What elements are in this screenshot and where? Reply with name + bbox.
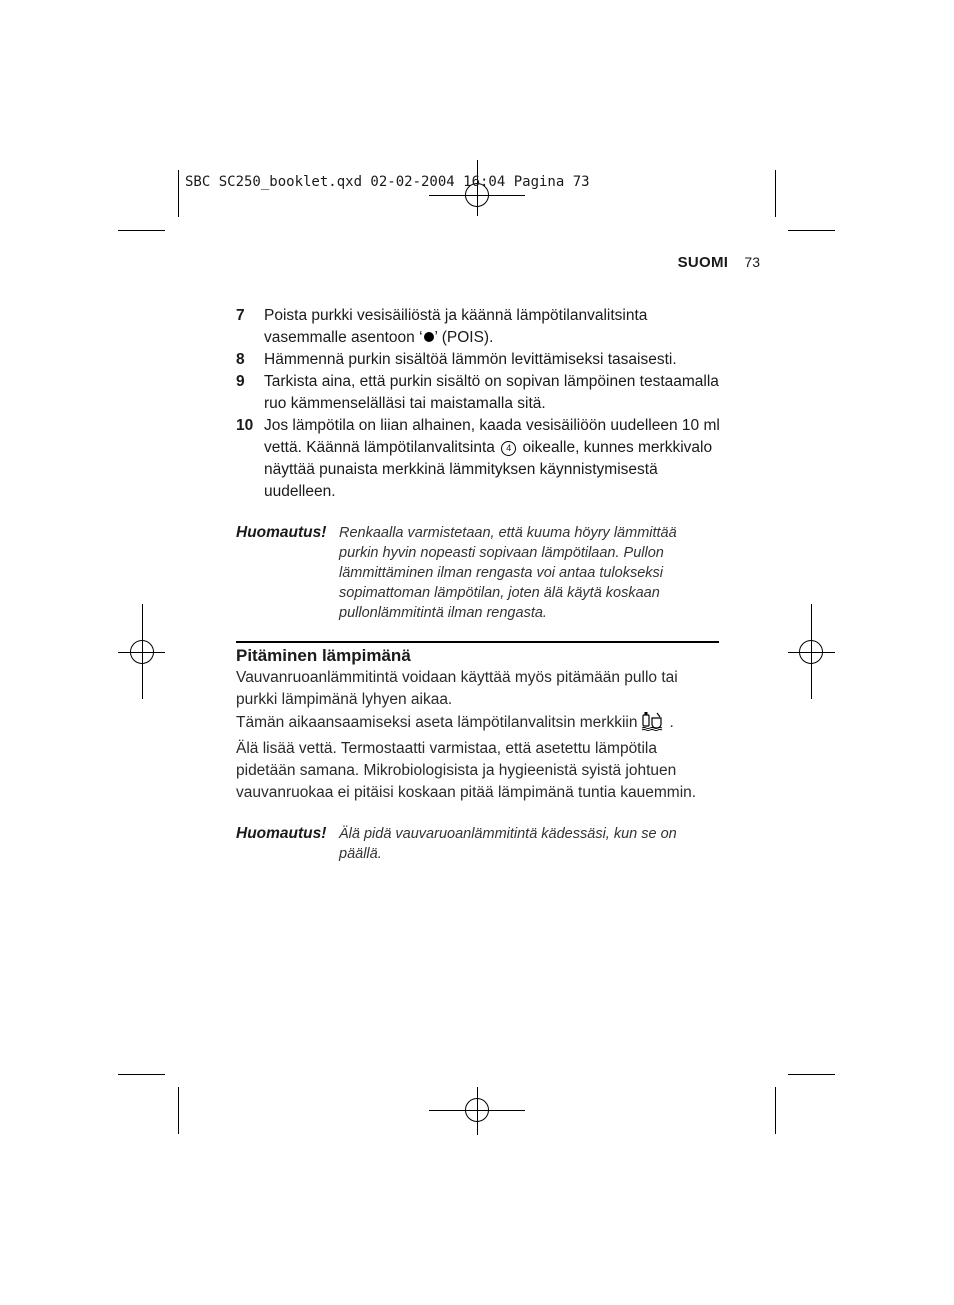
crop-mark <box>775 170 776 217</box>
note-block <box>236 523 720 623</box>
crop-mark <box>178 1087 179 1134</box>
crop-mark <box>788 1074 835 1075</box>
page-content <box>236 305 720 864</box>
section-title: Pitäminen lämpimänä <box>236 645 411 665</box>
registration-circle <box>799 640 823 664</box>
circled-number-icon: 4 <box>501 441 516 456</box>
crop-mark <box>775 1087 776 1134</box>
step-text: Poista purkki vesisäiliöstä ja käännä lämpötilanvalitsinta vasemmalle asentoon ‘ ’ (POIS). <box>264 307 648 346</box>
registration-circle <box>130 640 154 664</box>
note-label: Huomautus! <box>236 524 327 541</box>
step-item <box>236 349 720 371</box>
section-paragraph: Vauvanruoanlämmitintä voidaan käyttää myös pitämään pullo tai purkki lämpimänä lyhyen aikaa. <box>236 668 678 708</box>
crop-mark <box>178 170 179 217</box>
note-label: Huomautus! <box>236 824 327 842</box>
step-text: Jos lämpötila on liian alhainen, kaada vesisäiliöön uudelleen 10 ml vettä. Käännä lämpötilanvalitsinta 4 oikealle, kunnes merkkivalo näyttää punaista merkkinä lämmityksen käynnistymisestä uudelleen. <box>264 417 720 500</box>
section-divider <box>236 641 719 643</box>
step-number: 8 <box>236 351 245 368</box>
step-text: Tarkista aina, että purkin sisältö on sopivan lämpöinen testaamalla ruo kämmenselälläsi tai maistamalla sitä. <box>264 373 719 412</box>
crop-mark <box>118 1074 165 1075</box>
step-number: 7 <box>236 307 245 324</box>
step-item <box>236 305 720 349</box>
registration-circle <box>465 1098 489 1122</box>
step-text: Hämmennä purkin sisältöä lämmön levittämiseksi tasaisesti. <box>264 351 677 368</box>
running-head-language: SUOMI <box>677 254 729 271</box>
page-number: 73 <box>744 254 760 270</box>
off-position-dot-icon <box>424 332 434 342</box>
print-slug-line: SBC SC250_booklet.qxd 02-02-2004 16:04 Pagina 73 <box>185 174 590 190</box>
note-text: Älä pidä vauvaruoanlämmitintä kädessäsi, kun se on päällä. <box>339 825 677 862</box>
note-text: Renkaalla varmistetaan, että kuuma höyry lämmittää purkin hyvin nopeasti sopivaan lämpötilaan. Pullon lämmittäminen ilman rengasta voi antaa tulokseksi sopimattoman lämpötilan, joten älä käytä koskaan pullonlämmitintä ilman rengasta. <box>339 525 677 621</box>
note-block <box>236 824 720 864</box>
running-head <box>600 254 760 271</box>
section-paragraph: Tämän aikaansaamiseksi aseta lämpötilanvalitsin merkkiin . <box>236 711 720 738</box>
crop-mark <box>118 230 165 231</box>
step-number: 10 <box>236 417 254 434</box>
keep-warm-icon <box>641 711 665 738</box>
section-paragraph: Älä lisää vettä. Termostaatti varmistaa, että asetettu lämpötila pidetään samana. Mikrobiologisista ja hygieenistä syistä johtuen vauvanruokaa ei pitäisi koskaan pitää lämpimänä tuntia kauemmin. <box>236 739 697 801</box>
step-item <box>236 415 720 503</box>
crop-mark <box>788 230 835 231</box>
step-item <box>236 371 720 415</box>
step-number: 9 <box>236 373 245 390</box>
